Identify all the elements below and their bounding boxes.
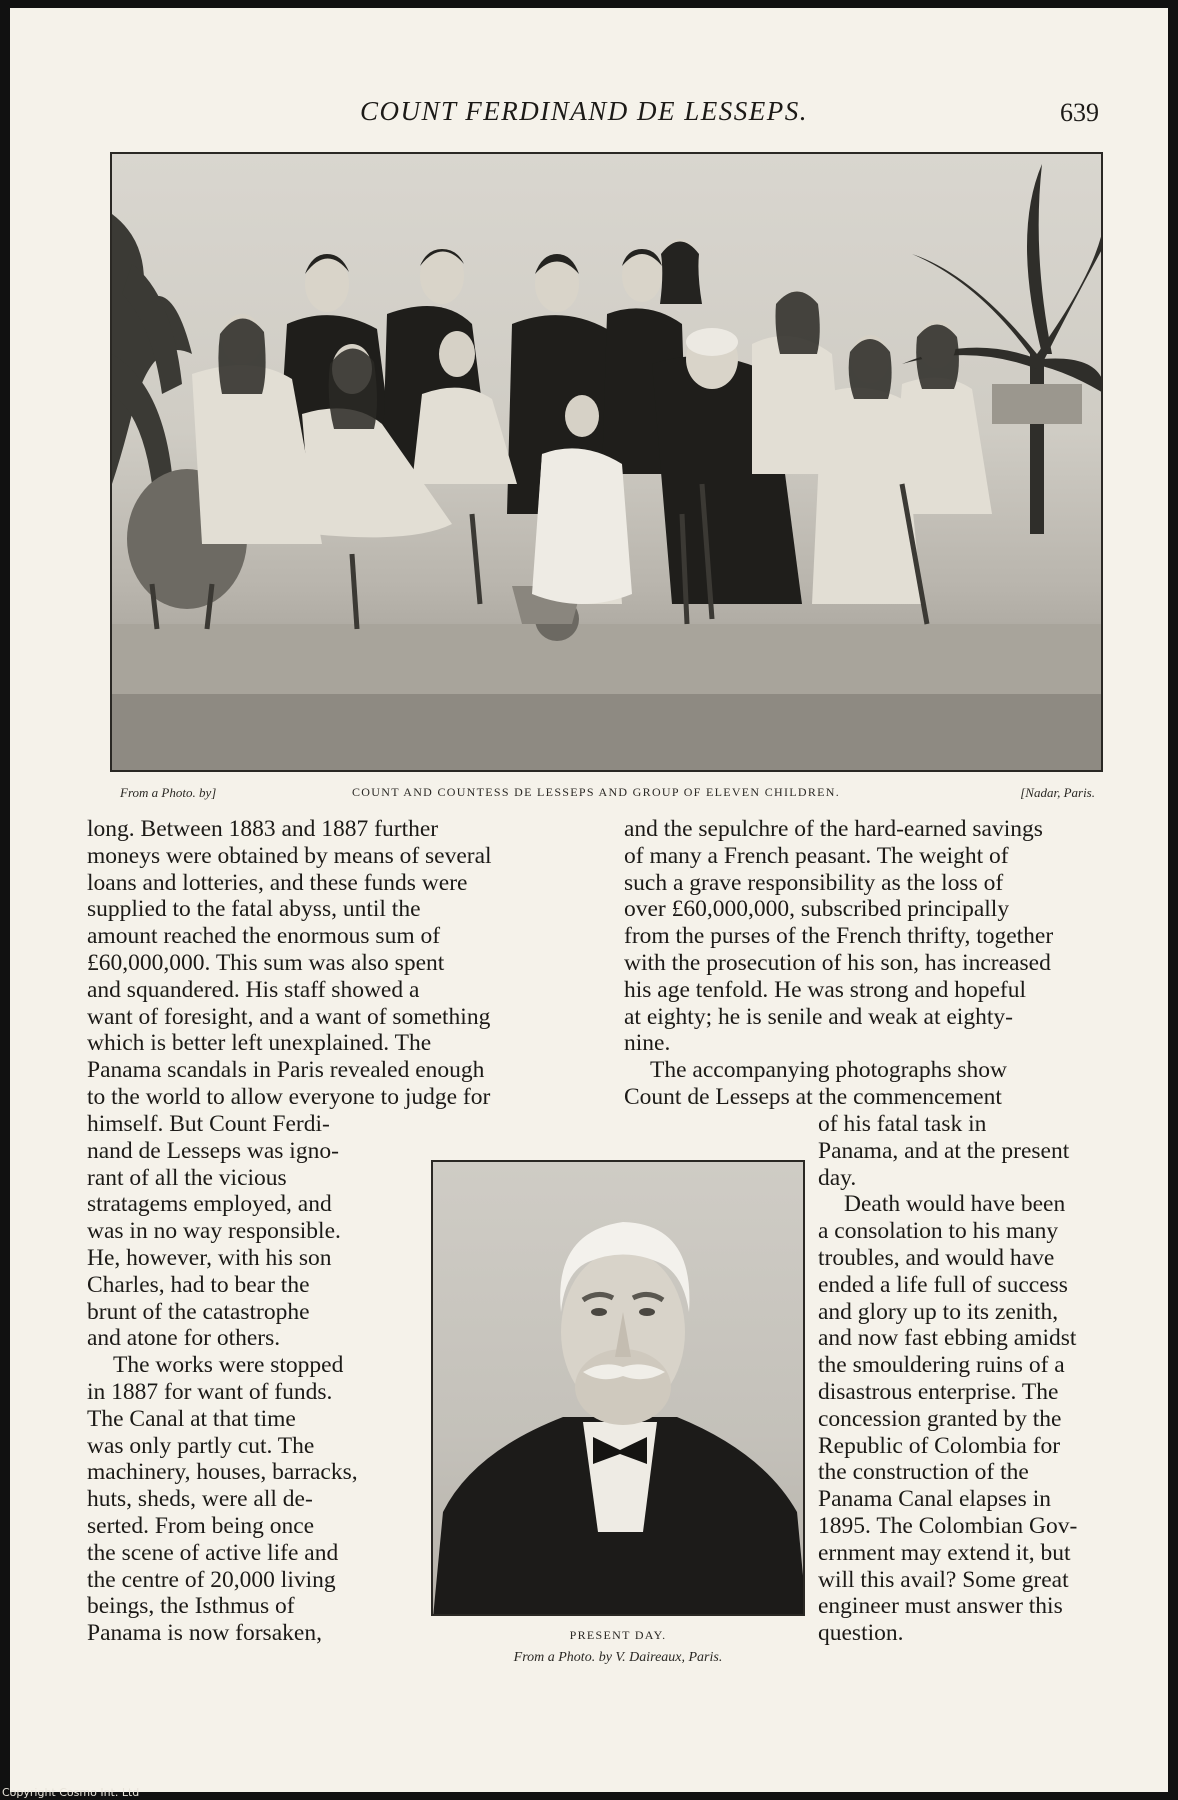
text-line: to the world to allow everyone to judge for <box>87 1083 491 1110</box>
text-line: will this avail? Some great <box>818 1566 1069 1593</box>
text-line: which is better left unexplained. The <box>87 1030 432 1057</box>
text-line: such a grave responsibility as the loss of <box>624 869 1004 896</box>
text-line: loans and lotteries, and these funds were <box>87 869 468 896</box>
text-line: Count de Lesseps at the commencement <box>624 1083 1002 1110</box>
text-line: was only partly cut. The <box>87 1432 315 1459</box>
text-line: over £60,000,000, subscribed principally <box>624 896 1010 923</box>
text-line: brunt of the catastrophe <box>87 1298 310 1325</box>
text-line: The accompanying photographs show <box>650 1057 1007 1084</box>
text-line: He, however, with his son <box>87 1244 332 1271</box>
portrait-caption-title: PRESENT DAY. <box>569 1628 667 1642</box>
text-line: and glory up to its zenith, <box>818 1298 1059 1325</box>
left-column-text-narrow <box>87 1111 397 1647</box>
text-line: stratagems employed, and <box>87 1191 332 1218</box>
text-line: long. Between 1883 and 1887 further <box>87 816 439 842</box>
family-group-illustration <box>112 154 1103 772</box>
text-line: nand de Lesseps was igno- <box>87 1137 339 1164</box>
text-line: and atone for others. <box>87 1325 281 1352</box>
text-line: in 1887 for want of funds. <box>87 1378 333 1405</box>
portrait-photo <box>431 1160 805 1616</box>
text-line: Panama scandals in Paris revealed enough <box>87 1057 485 1084</box>
text-line: concession granted by the <box>818 1405 1062 1432</box>
text-line: Charles, had to bear the <box>87 1271 310 1298</box>
text-line: Republic of Colombia for <box>818 1432 1061 1459</box>
text-line: supplied to the fatal abyss, until the <box>87 896 421 923</box>
caption-photo-credit-right: [Nadar, Paris. <box>1020 785 1095 800</box>
text-line: ernment may extend it, but <box>818 1539 1071 1566</box>
text-line: amount reached the enormous sum of <box>87 923 441 950</box>
text-line: day. <box>818 1164 857 1191</box>
text-line: £60,000,000. This sum was also spent <box>87 949 445 976</box>
text-line: ended a life full of success <box>818 1271 1068 1298</box>
right-column-text-wide <box>624 816 1104 1111</box>
text-line: and the sepulchre of the hard-earned savings <box>624 816 1043 842</box>
text-line: Death would have been <box>844 1191 1066 1218</box>
page-number: 639 <box>1060 98 1099 127</box>
text-line: rant of all the vicious <box>87 1164 287 1191</box>
text-line: the centre of 20,000 living <box>87 1566 336 1593</box>
text-line: Panama, and at the present <box>818 1137 1070 1164</box>
left-column-text-wide <box>87 816 585 1111</box>
text-line: from the purses of the French thrifty, together <box>624 923 1054 950</box>
running-head-title: COUNT FERDINAND DE LESSEPS. <box>360 96 809 126</box>
text-line: Panama is now forsaken, <box>87 1620 322 1647</box>
top-photo-caption <box>120 785 1105 805</box>
text-line: nine. <box>624 1030 671 1057</box>
caption-title: COUNT AND COUNTESS DE LESSEPS AND GROUP OF ELEVEN CHILDREN. <box>352 785 841 799</box>
text-line: was in no way responsible. <box>87 1218 341 1245</box>
copyright-notice: Copyright Cosmo Int. Ltd <box>2 1786 140 1799</box>
magazine-page <box>10 8 1168 1792</box>
text-line: and squandered. His staff showed a <box>87 976 420 1003</box>
family-group-photo <box>110 152 1103 772</box>
text-line: The Canal at that time <box>87 1405 296 1432</box>
text-line: serted. From being once <box>87 1512 315 1539</box>
text-line: huts, sheds, were all de- <box>87 1486 313 1513</box>
text-line: want of foresight, and a want of something <box>87 1003 491 1030</box>
text-line: himself. But Count Ferdi- <box>87 1111 330 1137</box>
text-line: disastrous enterprise. The <box>818 1378 1059 1405</box>
text-line: the scene of active life and <box>87 1539 339 1566</box>
text-line: at eighty; he is senile and weak at eighty- <box>624 1003 1013 1030</box>
text-line: his age tenfold. He was strong and hopeful <box>624 976 1027 1003</box>
text-line: The works were stopped <box>113 1352 344 1379</box>
text-line: the smouldering ruins of a <box>818 1352 1065 1379</box>
caption-photo-credit-left: From a Photo. by] <box>120 785 217 800</box>
text-line: the construction of the <box>818 1459 1029 1486</box>
portrait-illustration <box>433 1162 805 1616</box>
text-line: beings, the Isthmus of <box>87 1593 295 1620</box>
text-line: of many a French peasant. The weight of <box>624 842 1009 869</box>
text-line: question. <box>818 1620 904 1647</box>
text-line: a consolation to his many <box>818 1218 1059 1245</box>
text-line: engineer must answer this <box>818 1593 1063 1620</box>
text-line: troubles, and would have <box>818 1244 1055 1271</box>
portrait-caption-credit: From a Photo. by V. Daireaux, Paris. <box>513 1650 723 1665</box>
text-line: and now fast ebbing amidst <box>818 1325 1077 1352</box>
text-line: machinery, houses, barracks, <box>87 1459 358 1486</box>
right-column-text-narrow <box>818 1111 1104 1647</box>
text-line: 1895. The Colombian Gov- <box>818 1512 1078 1539</box>
text-line: moneys were obtained by means of several <box>87 842 492 869</box>
text-line: with the prosecution of his son, has increased <box>624 949 1051 976</box>
text-line: Panama Canal elapses in <box>818 1486 1051 1513</box>
text-line: of his fatal task in <box>818 1111 987 1137</box>
